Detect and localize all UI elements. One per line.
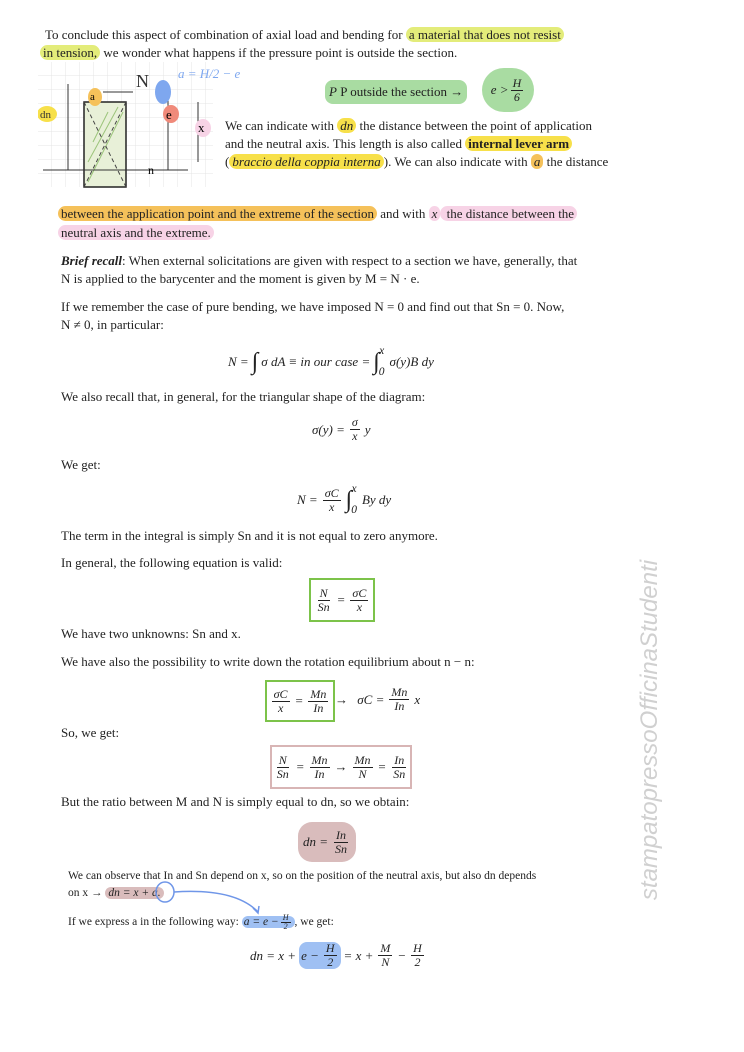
observe-line-1: We can observe that In and Sn depend on x, so on the position of the neutral axis, but also dn depends: [68, 870, 537, 882]
equation-axial: N = ∫ σ dA ≡ in our case = ∫ x 0 σ(y)B dy: [228, 345, 434, 378]
svg-text:N: N: [136, 71, 149, 91]
eccentricity-condition: e > H 6: [482, 68, 534, 112]
boxed-equation-3: $\frac{N}{Sn}$ = $\frac{Mn}{In}$ → $\frac{Mn}{N}$ = $\frac{In}{Sn}$: [270, 745, 412, 789]
so-text: So, we get:: [61, 725, 120, 740]
svg-text:x: x: [198, 120, 205, 135]
observe-line-2: on x → dn = x + a.: [68, 885, 164, 901]
sketch-label-a-formula: a = H/2 − e: [178, 66, 241, 81]
we-get-text: We get:: [61, 457, 101, 472]
general-text: In general, the following equation is valid:: [61, 555, 283, 570]
svg-text:e: e: [166, 107, 172, 122]
boxed-equation-1: $\frac{N}{Sn}$ = $\frac{\sigma C}{x}$: [309, 578, 375, 622]
recall-line-1: Brief recall: When external solicitations are given with respect to a section we have, generally, that: [61, 253, 578, 268]
equation-sigma-y: σ(y) = $\frac{\sigma}{x}$ y: [312, 415, 371, 443]
ratio-text: But the ratio between M and N is simply equal to dn, so we obtain:: [61, 794, 410, 809]
watermark: stampatopressoOfficinaStudenti: [636, 559, 663, 901]
intro-line-2: in tension, we wonder what happens if the pressure point is outside the section.: [40, 45, 457, 61]
pure-line-2: N ≠ 0, in particular:: [61, 317, 164, 332]
term-text: The term in the integral is simply Sn and it is not equal to zero anymore.: [61, 528, 438, 543]
p2-line-1: We can indicate with dn the distance between the point of application: [225, 118, 593, 133]
unknowns-text: We have two unknowns: Sn and x.: [61, 626, 241, 641]
intro-line-1: To conclude this aspect of combination of axial load and bending for a material that does not resist: [45, 27, 564, 43]
dn-equation: dn = $\frac{In}{Sn}$: [298, 822, 356, 862]
final-equation: dn = x + e − $\frac{H}{2}$ = x + $\frac{M}{N}$ − $\frac{H}{2}$: [250, 941, 422, 969]
boxed-equation-2: $\frac{\sigma C}{x}$ = $\frac{Mn}{In}$: [265, 680, 335, 722]
rotation-text: We have also the possibility to write down the rotation equilibrium about n − n:: [61, 654, 475, 669]
p2-line-4: between the application point and the extreme of the section and with x the distance between the: [58, 206, 577, 222]
p-outside-label: P P outside the section →: [325, 80, 467, 104]
triangular-text: We also recall that, in general, for the triangular shape of the diagram:: [61, 389, 426, 404]
svg-text:n: n: [148, 163, 154, 177]
p2-line-5: neutral axis and the extreme.: [58, 225, 214, 241]
recall-line-2: N is applied to the barycenter and the moment is given by M = N · e.: [61, 271, 420, 286]
p2-line-3: ( braccio della coppia interna ). We can also indicate with a the distance: [225, 154, 609, 169]
equation-sigma-c: → σC = $\frac{Mn}{In}$ x: [335, 685, 421, 713]
equation-n: N = $\frac{\sigma C}{x}$ ∫ x 0 By dy: [297, 483, 392, 516]
pure-line-1: If we remember the case of pure bending, we have imposed N = 0 and find out that Sn = 0. Now,: [61, 299, 565, 314]
svg-text:a: a: [90, 91, 95, 103]
svg-text:dn: dn: [40, 109, 51, 121]
p2-line-2: and the neutral axis. This length is also called internal lever arm: [225, 136, 572, 152]
express-line: If we express a in the following way: a = e − $\frac{H}{2}$ , we get:: [68, 912, 334, 931]
